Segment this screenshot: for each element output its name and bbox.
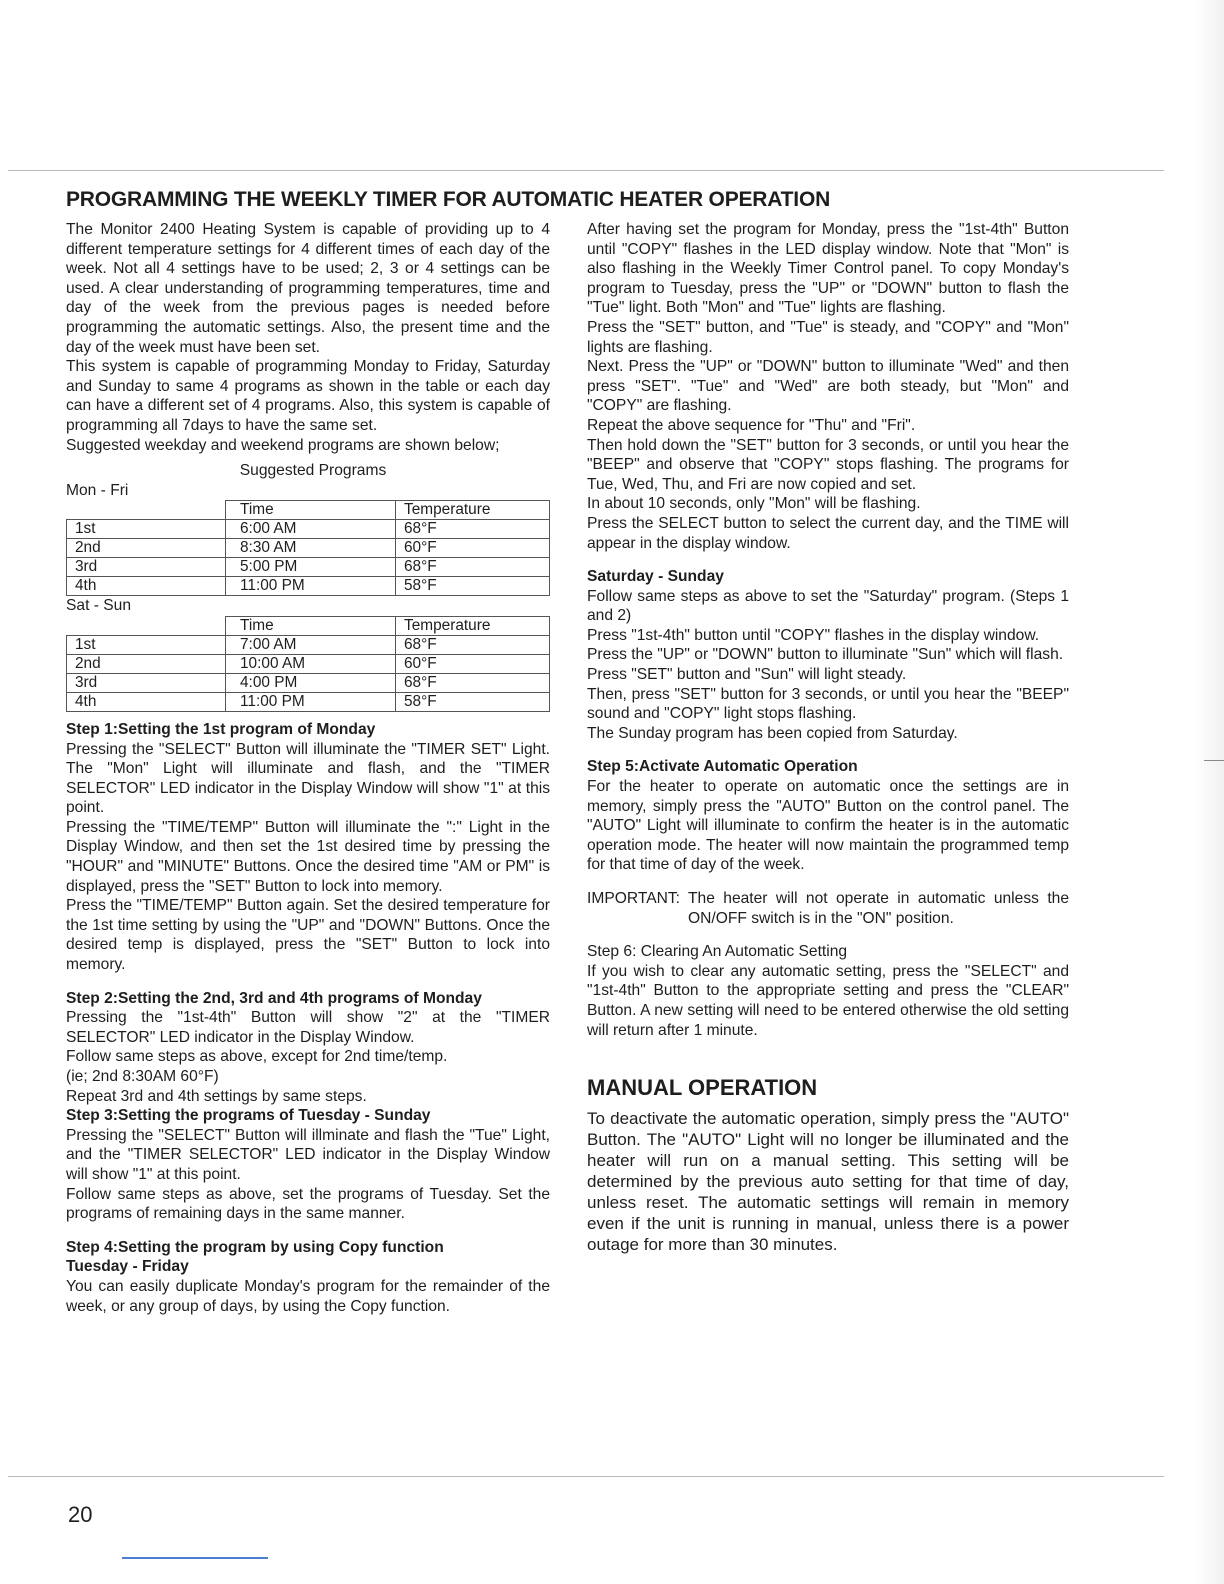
table-row xyxy=(67,692,550,711)
program-number: 2nd xyxy=(67,539,226,558)
step3-paragraph-1: Pressing the "SELECT" Button will illminate and flash the "Tue" Light, and the "TIMER SELECTOR" LED indicator in the Display Window will show "1" at this point. xyxy=(66,1126,550,1183)
suggested-programs-title: Suggested Programs xyxy=(239,462,387,480)
step6-paragraph: If you wish to clear any automatic setting, press the "SELECT" and "1st-4th" Button to the appropriate setting and press the "CLEAR" Button. A new setting will need to be entered otherwise the old setting will return after 1 minute. xyxy=(587,962,1069,1039)
program-temperature: 68°F xyxy=(396,673,550,692)
table-row xyxy=(67,577,550,596)
weekend-label: Sat - Sun xyxy=(66,597,132,615)
program-time: 10:00 AM xyxy=(226,654,396,673)
table-header-row xyxy=(67,616,550,635)
copy-paragraph-7: Press the SELECT button to select the current day, and the TIME will appear in the display window. xyxy=(587,514,1069,552)
step3-title: Step 3:Setting the programs of Tuesday - Sunday xyxy=(66,1107,431,1125)
table-row xyxy=(67,558,550,577)
bottom-rule xyxy=(8,1476,1164,1477)
program-time: 4:00 PM xyxy=(226,673,396,692)
program-number: 3rd xyxy=(67,558,226,577)
step4-subtitle: Tuesday - Friday xyxy=(66,1258,189,1276)
copy-paragraph-2: Press the "SET" button, and "Tue" is steady, and "COPY" and "Mon" lights are flashing. xyxy=(587,318,1069,356)
weekday-label: Mon - Fri xyxy=(66,481,129,499)
intro-paragraph-3: Suggested weekday and weekend programs are shown below; xyxy=(66,436,500,454)
program-time: 8:30 AM xyxy=(226,539,396,558)
table-row xyxy=(67,539,550,558)
table-header-temperature: Temperature xyxy=(396,616,550,635)
satsun-paragraph-6: The Sunday program has been copied from Saturday. xyxy=(587,724,958,742)
edge-mark xyxy=(1204,760,1224,761)
left-column xyxy=(66,220,550,1316)
program-time: 11:00 PM xyxy=(226,692,396,711)
page-title: PROGRAMMING THE WEEKLY TIMER FOR AUTOMATIC HEATER OPERATION xyxy=(66,188,831,211)
table-row xyxy=(67,520,550,539)
saturday-sunday-title: Saturday - Sunday xyxy=(587,568,724,586)
copy-paragraph-4: Repeat the above sequence for "Thu" and "Fri". xyxy=(587,416,916,434)
program-number: 1st xyxy=(67,635,226,654)
table-row xyxy=(67,673,550,692)
program-number: 4th xyxy=(67,692,226,711)
step2-title: Step 2:Setting the 2nd, 3rd and 4th programs of Monday xyxy=(66,989,482,1007)
table-header-time: Time xyxy=(226,616,396,635)
program-time: 6:00 AM xyxy=(226,520,396,539)
important-note xyxy=(587,889,1069,928)
page-number: 20 xyxy=(68,1502,93,1527)
table-row xyxy=(67,635,550,654)
step1-paragraph-2: Pressing the "TIME/TEMP" Button will illuminate the ":" Light in the Display Window, and then set the 1st desired time by pressing the "HOUR" and "MINUTE" Buttons. Once the desired time "AM or PM" is displayed, press the "SET" Button to lock into memory. xyxy=(66,818,550,895)
step5-title: Step 5:Activate Automatic Operation xyxy=(587,758,858,776)
step2-paragraph-3: (ie; 2nd 8:30AM 60°F) xyxy=(66,1068,219,1085)
copy-paragraph-5: Then hold down the "SET" button for 3 seconds, or until you hear the "BEEP" and observe that "COPY" stops flashing. The programs for Tue, Wed, Thu, and Fri are now copied and set. xyxy=(587,436,1069,493)
satsun-paragraph-1: Follow same steps as above to set the "Saturday" program. (Steps 1 and 2) xyxy=(587,587,1069,625)
program-time: 7:00 AM xyxy=(226,635,396,654)
top-rule xyxy=(8,170,1164,171)
important-label: IMPORTANT: xyxy=(587,890,680,907)
step2-paragraph-4: Repeat 3rd and 4th settings by same steps. xyxy=(66,1087,367,1105)
step1-paragraph-3: Press the "TIME/TEMP" Button again. Set the desired temperature for the 1st time setting by using the "UP" and "DOWN" Buttons. Once the desired temp is displayed, press the "SET" Button to lock into memory. xyxy=(66,897,550,974)
important-text: The heater will not operate in automatic unless the ON/OFF switch is in the "ON" position. xyxy=(688,890,1069,927)
page-edge-shadow xyxy=(1194,0,1224,1584)
step2-paragraph-2: Follow same steps as above, except for 2nd time/temp. xyxy=(66,1048,448,1066)
step1-title: Step 1:Setting the 1st program of Monday xyxy=(66,720,376,738)
step1-paragraph-1: Pressing the "SELECT" Button will illuminate the "TIMER SET" Light. The "Mon" Light will illuminate and flash, and the "TIMER SELECTOR" LED indicator in the Display Window will show "1" at this point. xyxy=(66,740,550,817)
table-row xyxy=(67,654,550,673)
program-temperature: 68°F xyxy=(396,558,550,577)
step5-paragraph: For the heater to operate on automatic once the settings are in memory, simply press the "AUTO" Button on the control panel. The "AUTO" Light will illuminate to confirm the heater is in the automatic operation mode. The heater will now maintain the programmed temp for that time of day of the week. xyxy=(587,778,1069,874)
program-number: 3rd xyxy=(67,673,226,692)
program-temperature: 58°F xyxy=(396,692,550,711)
table-header-blank xyxy=(67,616,226,635)
program-number: 4th xyxy=(67,577,226,596)
intro-paragraph-2: This system is capable of programming Monday to Friday, Saturday and Sunday to same 4 programs as shown in the table or each day can have a different set of 4 programs. Also, this system is capable of programming all 7days to have the same set. xyxy=(66,358,550,434)
table-header-row xyxy=(67,501,550,520)
weekday-program-table xyxy=(66,500,550,596)
program-temperature: 58°F xyxy=(396,577,550,596)
program-temperature: 68°F xyxy=(396,635,550,654)
right-column xyxy=(587,220,1069,1255)
satsun-paragraph-2: Press "1st-4th" button until "COPY" flashes in the display window. xyxy=(587,626,1040,644)
program-number: 1st xyxy=(67,520,226,539)
copy-paragraph-6: In about 10 seconds, only "Mon" will be flashing. xyxy=(587,495,921,513)
program-number: 2nd xyxy=(67,654,226,673)
blue-underline xyxy=(122,1557,268,1559)
step3-paragraph-2: Follow same steps as above, set the programs of Tuesday. Set the programs of remaining days in the same manner. xyxy=(66,1185,550,1223)
copy-paragraph-3: Next. Press the "UP" or "DOWN" button to illuminate "Wed" and then press "SET". "Tue" and "Wed" are both steady, but "Mon" and "COPY" are flashing. xyxy=(587,358,1069,415)
step6-title: Step 6: Clearing An Automatic Setting xyxy=(587,943,848,961)
program-time: 5:00 PM xyxy=(226,558,396,577)
weekend-program-table xyxy=(66,616,550,712)
satsun-paragraph-3: Press the "UP" or "DOWN" button to illuminate "Sun" which will flash. xyxy=(587,646,1064,664)
program-time: 11:00 PM xyxy=(226,577,396,596)
copy-paragraph-1: After having set the program for Monday, press the "1st-4th" Button until "COPY" flashes in the LED display window. Note that "Mon" is also flashing in the Weekly Timer Control panel. To copy Monday's program to Tuesday, press the "UP" or "DOWN" button to flash the "Tue" light. Both "Mon" and "Tue" lights are flashing. xyxy=(587,221,1069,317)
table-header-temperature: Temperature xyxy=(396,501,550,520)
satsun-paragraph-4: Press "SET" button and "Sun" will light steady. xyxy=(587,666,907,684)
program-temperature: 60°F xyxy=(396,654,550,673)
satsun-paragraph-5: Then, press "SET" button for 3 seconds, or until you hear the "BEEP" sound and "COPY" light stops flashing. xyxy=(587,685,1069,723)
step2-paragraph-1: Pressing the "1st-4th" Button will show "2" at the "TIMER SELECTOR" LED indicator in the Display Window. xyxy=(66,1009,550,1046)
table-header-time: Time xyxy=(226,501,396,520)
step4-title: Step 4:Setting the program by using Copy function xyxy=(66,1238,444,1256)
intro-paragraph-1: The Monitor 2400 Heating System is capable of providing up to 4 different temperature settings for 4 different times of each day of the week. Not all 4 settings have to be used; 2, 3 or 4 settings can be used. A clear understanding of programming temperatures, time and day of the week from the previous pages is needed before programming the automatic settings. Also, the present time and the day of the week must have been set. xyxy=(66,221,550,356)
table-header-blank xyxy=(67,501,226,520)
step4-paragraph-1: You can easily duplicate Monday's program for the remainder of the week, or any group of days, by using the Copy function. xyxy=(66,1277,550,1315)
program-temperature: 60°F xyxy=(396,539,550,558)
manual-operation-paragraph: To deactivate the automatic operation, simply press the "AUTO" Button. The "AUTO" Light will no longer be illuminated and the heater will run on a manual setting. This setting will be determined by the previous auto setting for that time of day, unless reset. The automatic settings will remain in memory even if the unit is running in manual, unless there is a power outage for more than 30 minutes. xyxy=(587,1108,1069,1254)
program-temperature: 68°F xyxy=(396,520,550,539)
manual-operation-title: MANUAL OPERATION xyxy=(587,1075,818,1101)
